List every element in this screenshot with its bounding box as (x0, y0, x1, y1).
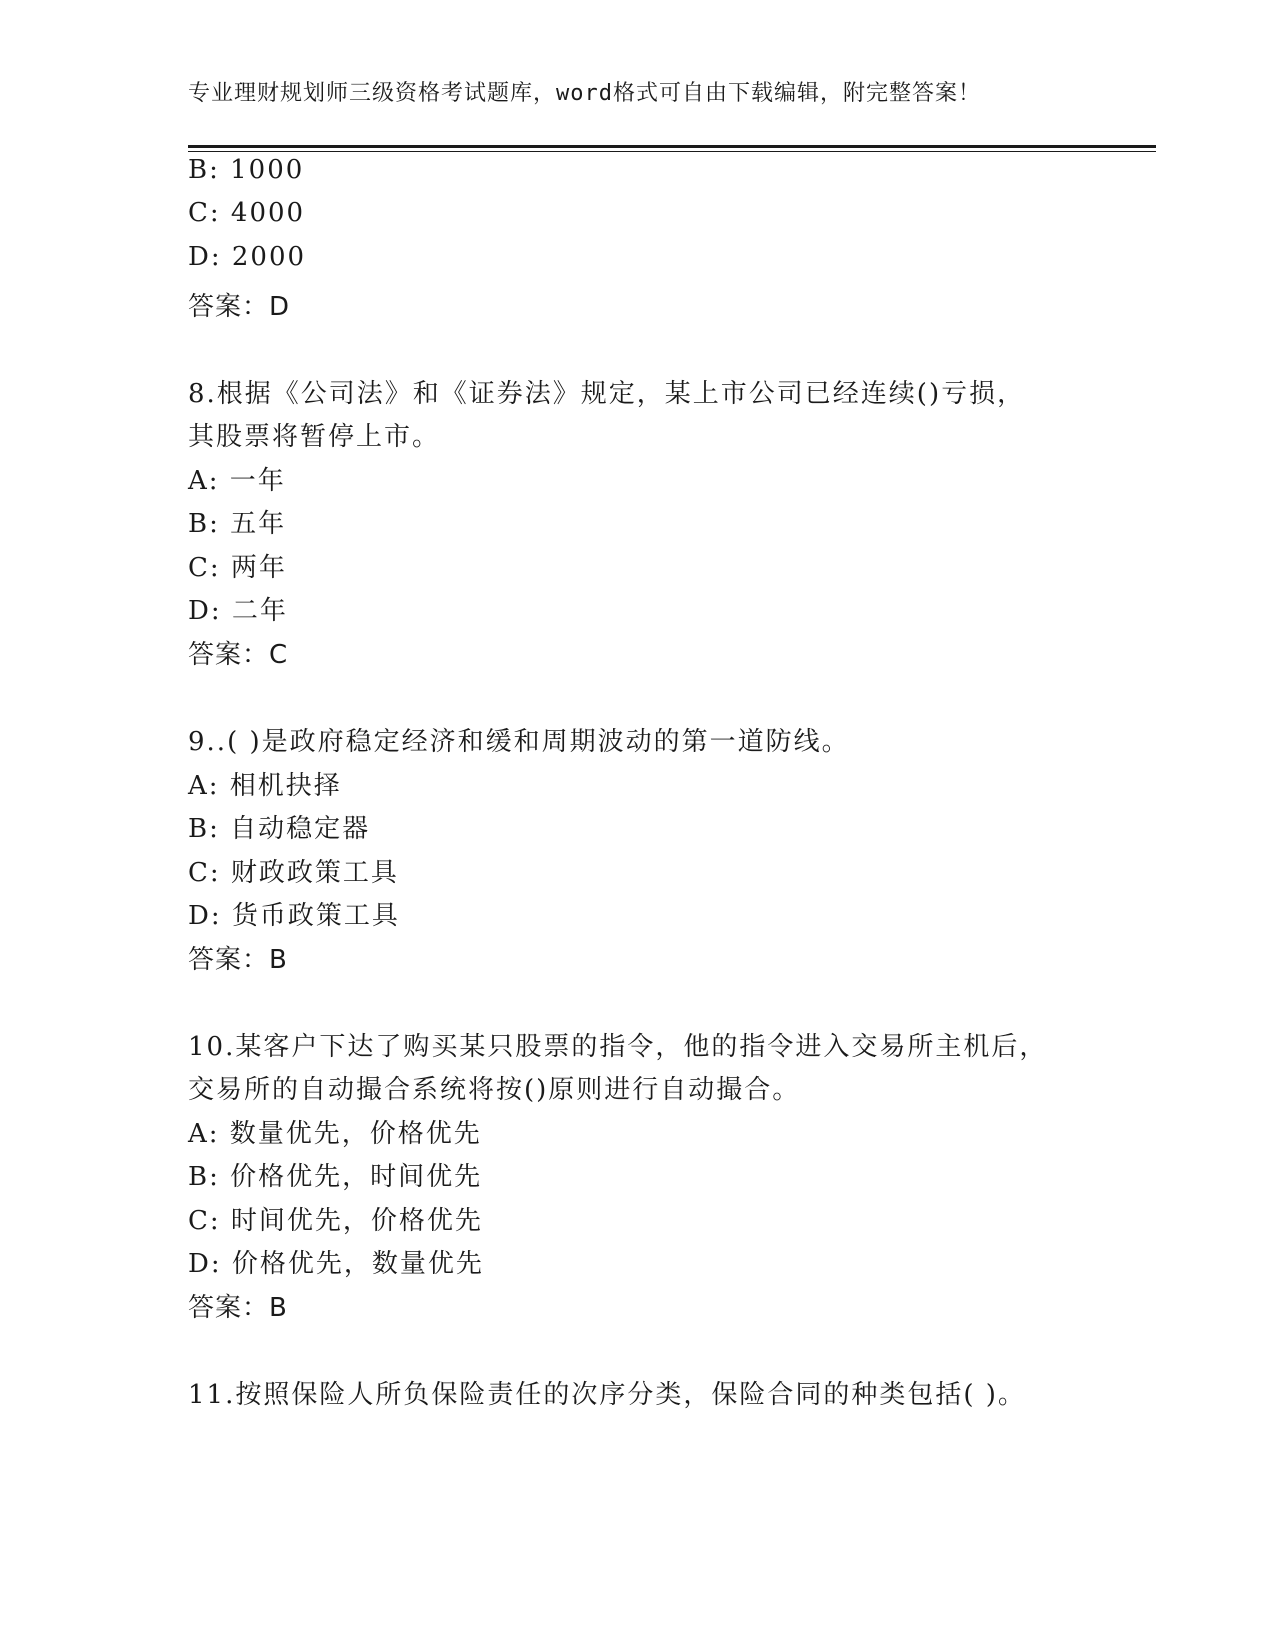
q7-option-b: B: 1000 (188, 155, 305, 185)
page-header-title: 专业理财规划师三级资格考试题库，word格式可自由下载编辑，附完整答案！ (188, 81, 981, 106)
q8-option-b: B: 五年 (188, 509, 287, 539)
q7-option-c: C: 4000 (188, 198, 306, 228)
q9-option-a: A: 相机抉择 (188, 771, 342, 801)
header-divider-thin (188, 151, 1156, 152)
q10-stem-line-1: 10.某客户下达了购买某只股票的指令，他的指令进入交易所主机后， (188, 1032, 1048, 1062)
q11-stem: 11.按照保险人所负保险责任的次序分类，保险合同的种类包括( )。 (188, 1380, 1026, 1410)
q7-answer: 答案：D (188, 292, 291, 322)
q10-option-b: B: 价格优先，时间优先 (188, 1162, 483, 1192)
q9-option-d: D: 货币政策工具 (188, 901, 400, 931)
header-divider-thick (188, 145, 1156, 148)
q10-stem-line-2: 交易所的自动撮合系统将按()原则进行自动撮合。 (188, 1075, 801, 1105)
q10-option-c: C: 时间优先，价格优先 (188, 1206, 483, 1236)
q10-option-d: D: 价格优先，数量优先 (188, 1249, 484, 1279)
q10-answer: 答案：B (188, 1293, 288, 1323)
q9-option-b: B: 自动稳定器 (188, 814, 371, 844)
q8-option-a: A: 一年 (188, 466, 286, 496)
q7-option-d: D: 2000 (188, 242, 307, 272)
q8-stem-line-2: 其股票将暂停上市。 (188, 422, 441, 452)
q8-answer: 答案：C (188, 640, 289, 670)
q9-stem: 9..( )是政府稳定经济和缓和周期波动的第一道防线。 (188, 727, 850, 757)
q9-answer: 答案：B (188, 945, 288, 975)
q8-option-c: C: 两年 (188, 553, 287, 583)
q8-option-d: D: 二年 (188, 596, 288, 626)
q10-option-a: A: 数量优先，价格优先 (188, 1119, 482, 1149)
q8-stem-line-1: 8.根据《公司法》和《证券法》规定，某上市公司已经连续()亏损， (188, 379, 1026, 409)
q9-option-c: C: 财政政策工具 (188, 858, 399, 888)
